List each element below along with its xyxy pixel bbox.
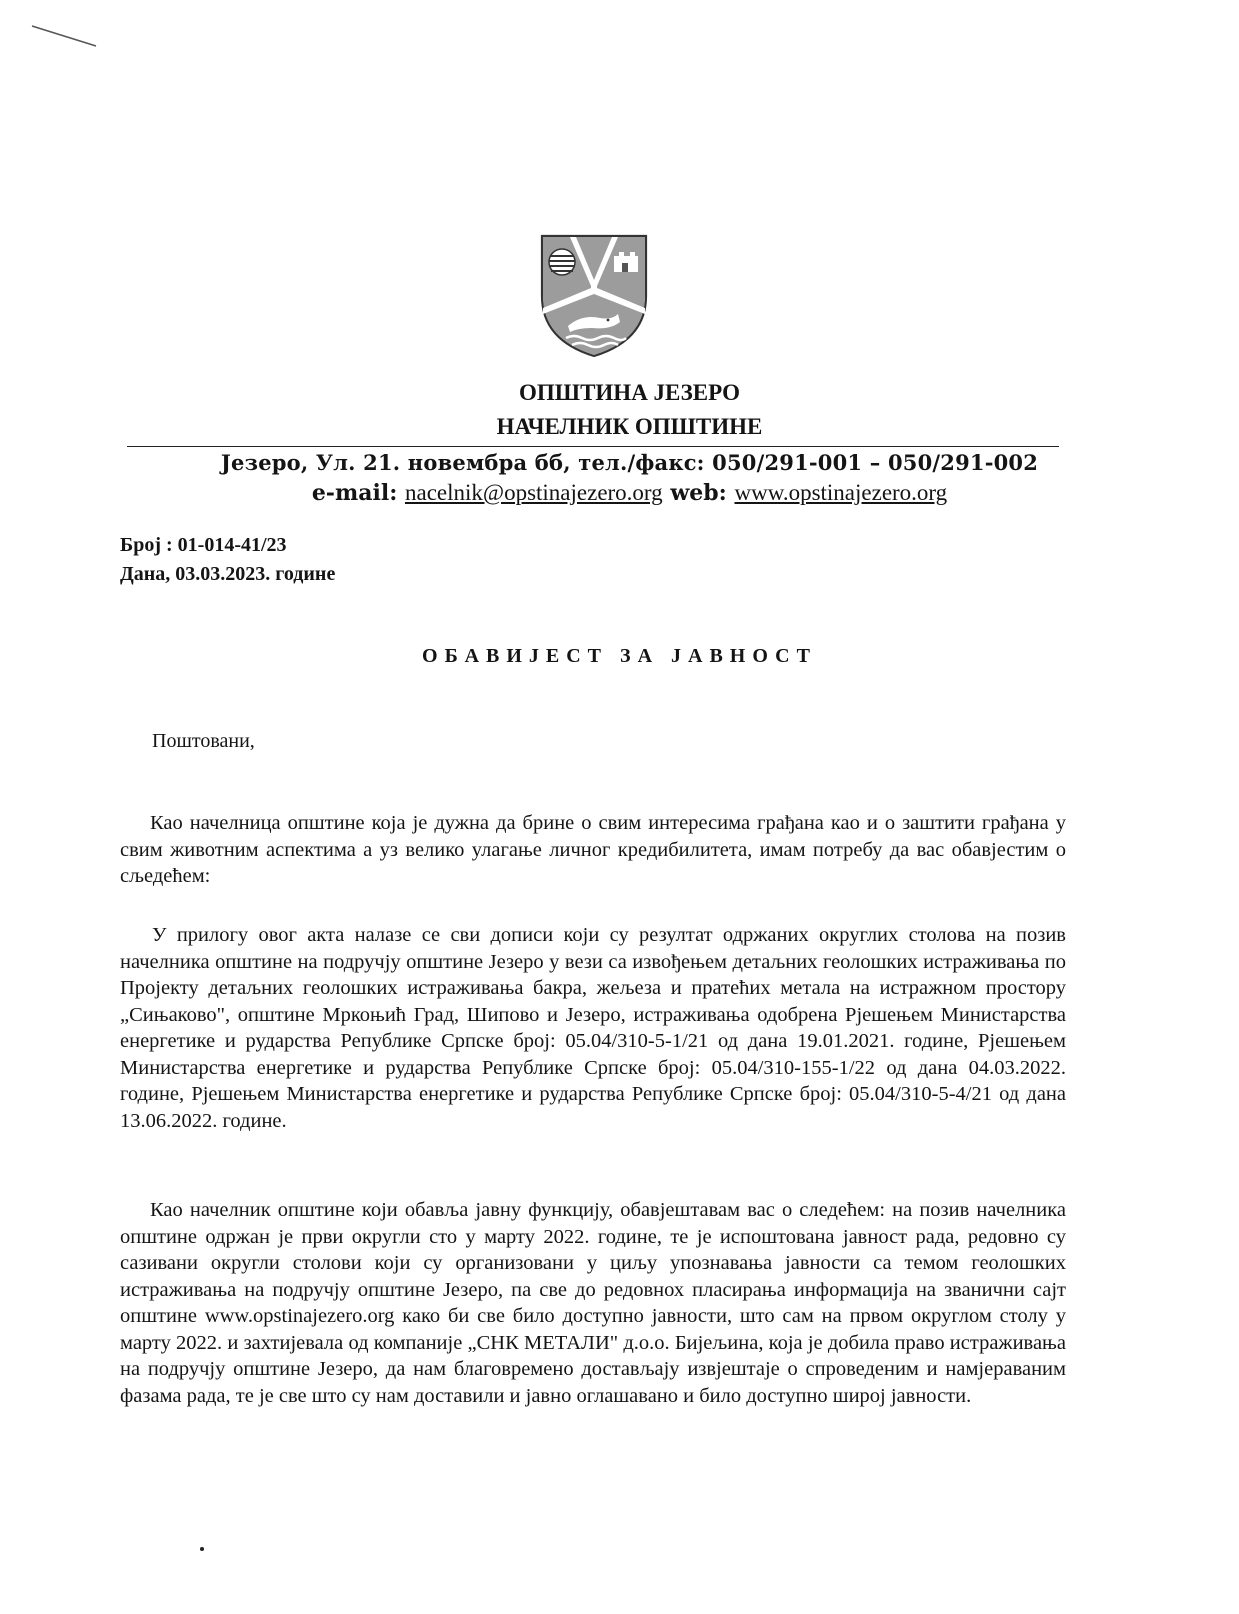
salutation: Поштовани, [152, 730, 255, 752]
paragraph-intro: Као начелница општине која је дужна да брине о свим интересима грађана као и о заштити грађана у свим животним аспектима а уз велико улагање личног кредибилитета, имам потребу да вас обавјестим о сљедећем: [120, 812, 1066, 887]
paragraph-round-tables: Као начелник општине који обавља јавну функцију, обавјештавам вас о следећем: на позив начелника општине одржан је први округли сто у марту 2022. године, те је испоштована јавност рада, редовно су сазивани округли столови који су организовани у циљу упознавања јавности са темом геолошких истраживања на подручју општине Језеро, па све до редовнох пласирања информација на званични сајт општине www.opstinajezero.org како би све било доступно јавности, што сам на првом округлом столу у марту 2022. и захтијевала од компаније „СНК МЕТАЛИ" д.о.о. Бијељина, која је добила право истраживања на подручју општине Језеро, да нам благовремено достављају извјештаје о спроведеним и намјераваним фазама рада, те је све што су нам доставили и јавно оглашавано и било доступно широј јавности. [120, 1199, 1066, 1407]
document-title: ОБАВИЈЕСТ ЗА ЈАВНОСТ [422, 645, 817, 667]
reference-date: Дана, 03.03.2023. године [120, 563, 336, 585]
reference-number: Број : 01-014-41/23 [120, 534, 287, 556]
scan-artifact-line [30, 22, 100, 52]
email-link[interactable]: nacelnik@opstinajezero.org [404, 480, 663, 505]
contact-line [10, 480, 1239, 506]
scan-dot [200, 1547, 204, 1551]
office-title: НАЧЕЛНИК ОПШТИНЕ [496, 414, 763, 439]
coat-of-arms-icon [540, 234, 648, 358]
address-line: Језеро, Ул. 21. новембра бб, тел./факс: 050/291-001 – 050/291-002 [220, 450, 1039, 475]
email-label: e-mail: [311, 480, 398, 506]
web-link[interactable]: www.opstinajezero.org [734, 480, 948, 505]
web-label: web: [670, 480, 727, 506]
organization-name: ОПШТИНА ЈЕЗЕРО [519, 380, 740, 405]
header-divider [127, 446, 1059, 447]
paragraph-attachments: У прилогу овог акта налазе се сви дописи који су резултат одржаних округлих столова на позив начелника општине на подручју општине Језеро у вези са извођењем детаљних геолошких истраживања по Пројекту детаљних геолошких истраживања бакра, жељеза и пратећих метала на истражном простору „Сињаково", општине Мркоњић Град, Шипово и Језеро, истраживања одобрена Рјешењем Министарства енергетике и рударства Републике Српске број: 05.04/310-5-1/21 од дана 19.01.2021. године, Рјешењем Министарства енергетике и рударства Републике Српске број: 05.04/310-155-1/22 од дана 04.03.2022. године, Рјешењем Министарства енергетике и рударства Републике Српске број: 05.04/310-5-4/21 од дана 13.06.2022. године. [120, 924, 1066, 1132]
